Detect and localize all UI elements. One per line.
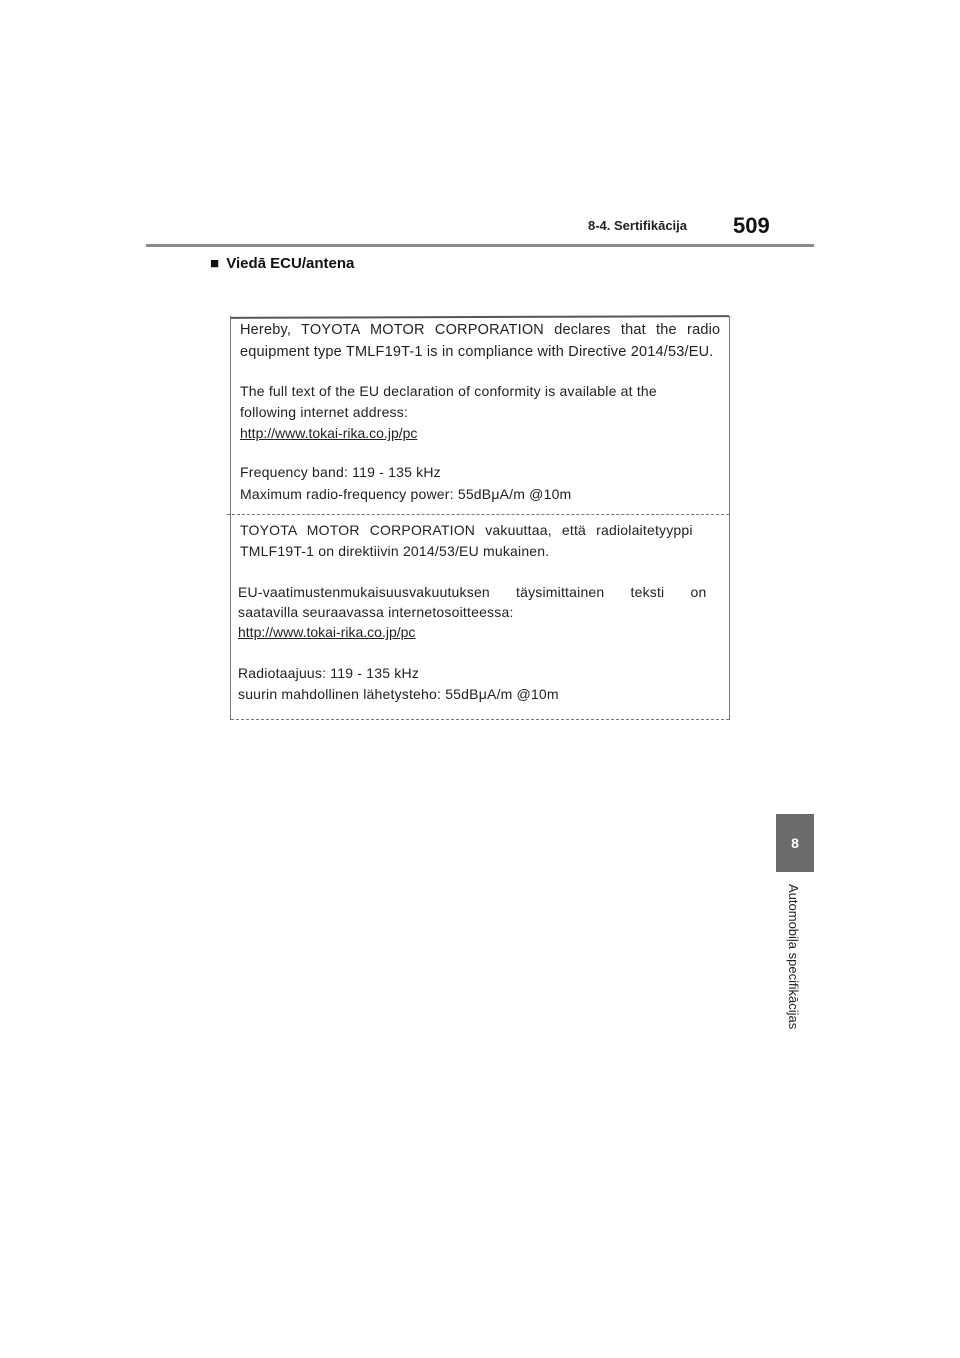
finnish-fulltext-line-1: EU-vaatimustenmukaisuusvakuutuksen täysimittainen teksti on bbox=[238, 584, 707, 600]
header-divider bbox=[146, 244, 814, 247]
finnish-declaration-link[interactable]: http://www.tokai-rika.co.jp/pc bbox=[238, 624, 416, 640]
english-frequency-band: Frequency band: 119 - 135 kHz bbox=[240, 464, 441, 480]
english-declaration-line-1: Hereby, TOYOTA MOTOR CORPORATION declares that the radio bbox=[240, 322, 721, 338]
english-declaration-line-2: equipment type TMLF19T-1 is in compliance with Directive 2014/53/EU. bbox=[240, 344, 714, 360]
certificate-separator bbox=[227, 514, 729, 515]
english-fulltext-line-2: following internet address: bbox=[240, 404, 409, 420]
finnish-frequency-band: Radiotaajuus: 119 - 135 kHz bbox=[238, 665, 420, 681]
finnish-declaration-line-2: TMLF19T-1 on direktiivin 2014/53/EU mukainen. bbox=[240, 543, 550, 559]
section-heading-title: Viedā ECU/antena bbox=[226, 255, 355, 272]
certificate-label-image bbox=[230, 316, 730, 720]
square-bullet-icon: ■ bbox=[210, 255, 220, 272]
english-declaration-link[interactable]: http://www.tokai-rika.co.jp/pc bbox=[240, 425, 418, 441]
chapter-tab: 8 bbox=[776, 814, 814, 872]
finnish-fulltext-line-2: saatavilla seuraavassa internetosoitteessa: bbox=[238, 604, 514, 620]
page-number: 509 bbox=[733, 213, 770, 238]
finnish-max-power: suurin mahdollinen lähetysteho: 55dBμA/m @10m bbox=[238, 686, 559, 702]
certificate-top-border bbox=[231, 315, 729, 319]
chapter-side-title: Automobiļa specifikācijas bbox=[786, 884, 801, 1030]
english-max-power: Maximum radio-frequency power: 55dBμA/m @10m bbox=[240, 486, 572, 502]
finnish-declaration-line-1: TOYOTA MOTOR CORPORATION vakuuttaa, että radiolaitetyyppi bbox=[240, 522, 693, 538]
header-section-title: 8-4. Sertifikācija bbox=[588, 218, 687, 233]
section-heading bbox=[210, 255, 354, 272]
english-fulltext-line-1: The full text of the EU declaration of conformity is available at the bbox=[240, 383, 657, 399]
certificate-bottom-border bbox=[231, 719, 729, 720]
